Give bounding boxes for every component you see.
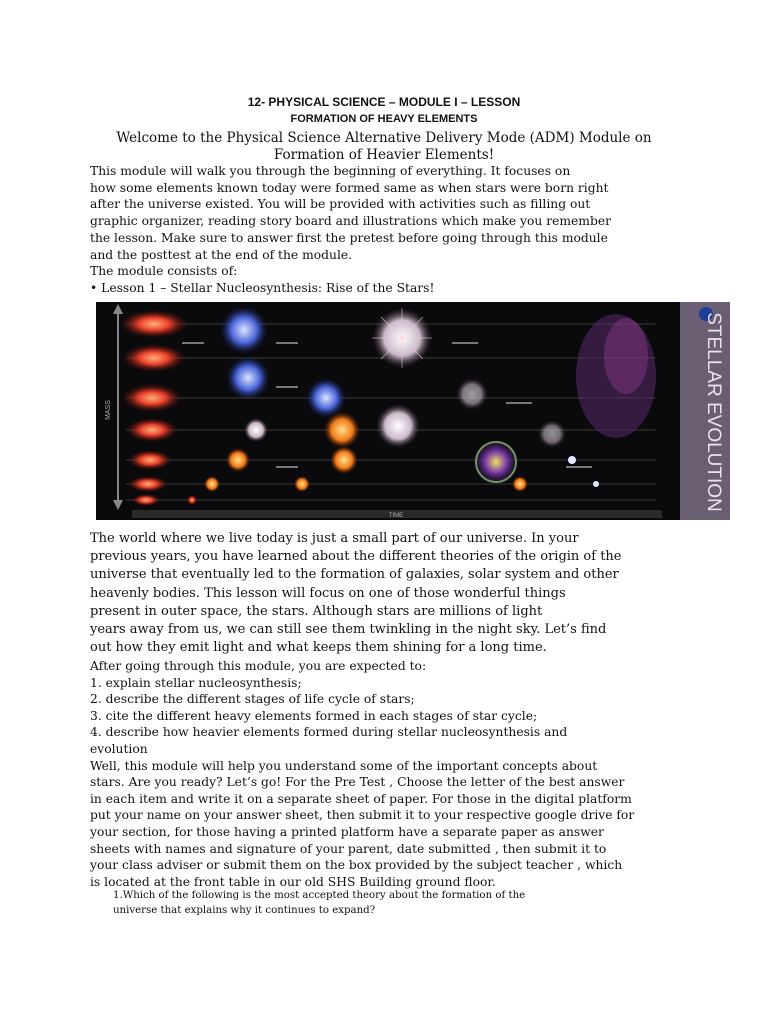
page-title: 12- PHYSICAL SCIENCE – MODULE I – LESSON [247, 95, 521, 109]
objectives-paragraph [90, 658, 690, 890]
objectives-line: 3. cite the different heavy elements formed in each stages of star cycle; [90, 708, 538, 723]
body-line: out how they emit light and what keeps them shining for a long time. [90, 640, 547, 656]
time-axis-label: TIME [388, 513, 404, 519]
objectives-line: your section, for those having a printed platform have a separate paper as answer [90, 824, 604, 839]
intro-line: after the universe existed. You will be provided with activities such as filling out [90, 197, 591, 212]
objectives-line: 4. describe how heavier elements formed during stellar nucleosynthesis and [90, 725, 568, 740]
intro-line: graphic organizer, reading story board and illustrations which make you remember [90, 214, 611, 229]
stellar-evolution-banner: STELLAR EVOLUTION [703, 312, 724, 512]
intro-paragraph [90, 163, 690, 297]
objectives-line: Well, this module will help you understand some of the important concepts about [90, 758, 598, 773]
mass-axis-label: MASS [105, 400, 112, 420]
intro-line: This module will walk you through the beginning of everything. It focuses on [90, 164, 571, 178]
objectives-line: evolution [90, 741, 148, 756]
body-line: The world where we live today is just a small part of our universe. In your [90, 531, 579, 546]
body-line: universe that eventually led to the formation of galaxies, solar system and other [90, 567, 619, 583]
stellar-evolution-figure [96, 302, 730, 520]
question-line: 1.Which of the following is the most accepted theory about the formation of the [113, 890, 526, 901]
welcome-line-1: Welcome to the Physical Science Alternative Delivery Mode (ADM) Module on [116, 130, 652, 146]
intro-line: how some elements known today were formed same as when stars were born right [90, 180, 609, 195]
body-line: present in outer space, the stars. Although stars are millions of light [90, 603, 543, 619]
intro-line: and the posttest at the end of the module. [90, 247, 353, 262]
body-paragraph [90, 530, 690, 657]
objectives-line: 1. explain stellar nucleosynthesis; [90, 675, 302, 690]
page-subtitle: FORMATION OF HEAVY ELEMENTS [290, 113, 478, 125]
welcome-line-2: Formation of Heavier Elements! [273, 147, 495, 163]
objectives-line: sheets with names and signature of your parent, date submitted , then submit it to [90, 841, 607, 856]
body-line: years away from us, we can still see them twinkling in the night sky. Let’s find [90, 622, 607, 638]
intro-line: The module consists of: [90, 264, 238, 279]
intro-line: the lesson. Make sure to answer first the pretest before going through this module [90, 230, 608, 245]
objectives-line: stars. Are you ready? Let’s go! For the Pre Test , Choose the letter of the best answer [90, 775, 625, 790]
objectives-line: your class adviser or submit them on the box provided by the subject teacher , which [90, 858, 623, 873]
intro-line: • Lesson 1 – Stellar Nucleosynthesis: Rise of the Stars! [90, 280, 435, 295]
objectives-line: in each item and write it on a separate sheet of paper. For those in the digital platform [90, 791, 632, 806]
objectives-line: After going through this module, you are expected to: [90, 659, 427, 673]
body-line: previous years, you have learned about the different theories of the origin of the [90, 549, 622, 565]
time-axis [132, 510, 662, 519]
objectives-line: is located at the front table in our old SHS Building ground floor. [90, 874, 496, 889]
objectives-line: 2. describe the different stages of life cycle of stars; [90, 692, 415, 707]
body-line: heavenly bodies. This lesson will focus on one of those wonderful things [90, 585, 566, 601]
objectives-line: put your name on your answer sheet, then submit it to your respective google drive for [90, 808, 635, 823]
question-1 [113, 889, 713, 918]
question-line: universe that explains why it continues to expand? [113, 904, 376, 916]
